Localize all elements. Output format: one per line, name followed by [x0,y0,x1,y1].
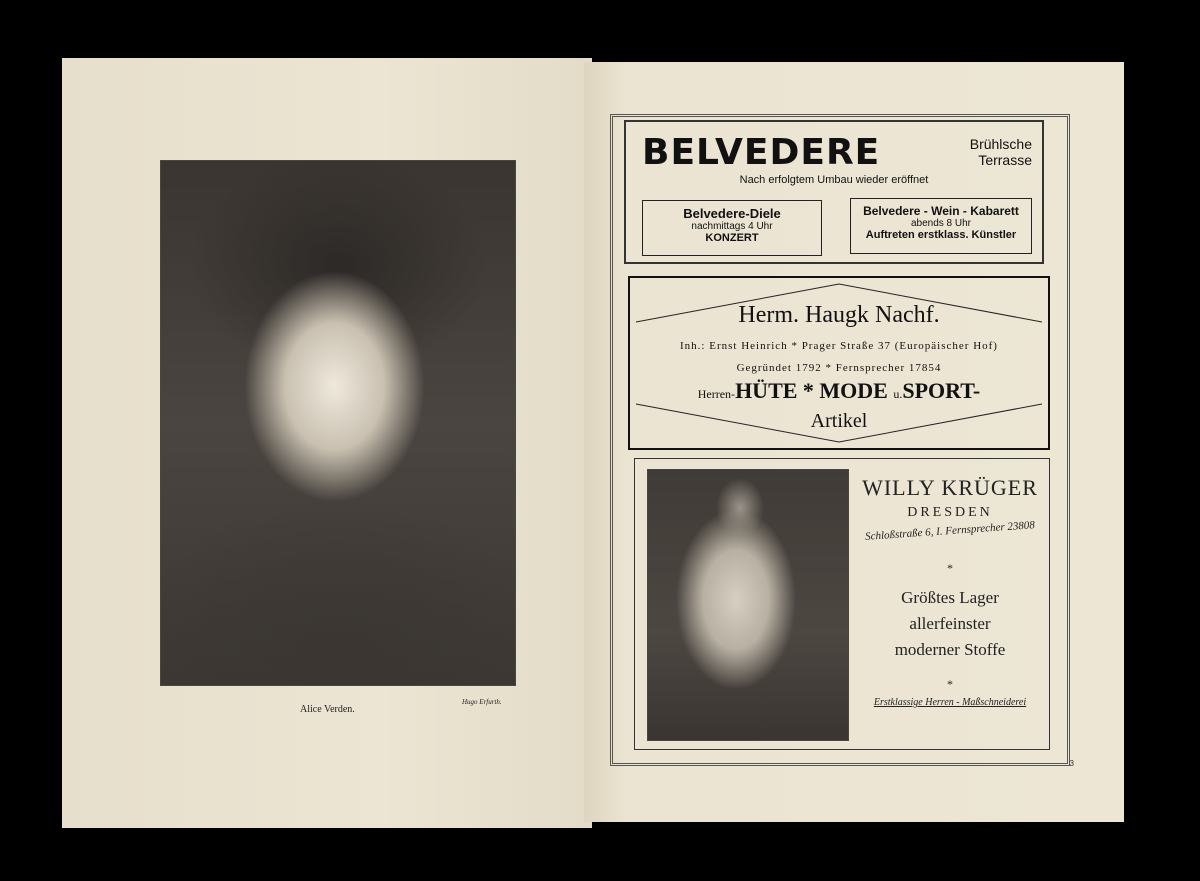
belvedere-diele-box [642,200,822,256]
belvedere-kabarett-box [850,198,1032,254]
photographer-credit: Hugo Erfurth. [462,698,502,706]
belvedere-title: BELVEDERE [642,132,881,173]
haugk-owner-address: Inh.: Ernst Heinrich * Prager Straße 37 (Europäischer Hof) [680,340,998,352]
kabarett-time: abends 8 Uhr [910,218,972,229]
kruger-star-2: * [947,677,953,691]
belvedere-note: Nach erfolgtem Umbau wieder eröffnet [739,174,929,186]
tailor-portrait-photo [647,469,849,741]
haugk-founded-phone: Gegründet 1792 * Fernsprecher 17854 [736,362,942,374]
kruger-slogan [855,585,1045,663]
right-page [584,62,1124,822]
haugk-title: Herm. Haugk Nachf. [738,302,940,328]
haugk-advert [628,276,1050,450]
kruger-slogan-line3: moderner Stoffe [894,640,1006,659]
belvedere-subtitle-line1: Brühlsche [969,136,1032,152]
belvedere-subtitle [970,136,1032,168]
kabarett-title: Belvedere - Wein - Kabarett [863,204,1019,218]
kabarett-artists: Auftreten erstklass. Künstler [865,229,1017,241]
kruger-footer: Erstklassige Herren - Maßschneiderei [873,697,1027,708]
diele-konzert: KONZERT [705,232,759,244]
kruger-slogan-line2: allerfeinster [909,614,991,633]
kruger-slogan-line1: Größtes Lager [901,588,999,607]
haugk-sport: SPORT- [902,378,981,403]
belvedere-advert [624,120,1044,264]
haugk-and: u. [893,387,903,401]
diele-title: Belvedere-Diele [683,206,781,221]
kruger-advert [634,458,1050,750]
portrait-photo [160,160,516,686]
haugk-products [630,378,1048,404]
page-number: 3 [1069,759,1074,768]
kruger-star-1: * [947,561,953,575]
kruger-name: WILLY KRÜGER [862,475,1038,500]
kruger-city: DRESDEN [907,505,993,520]
haugk-artikel: Artikel [810,410,868,432]
haugk-main: HÜTE * MODE [735,378,888,403]
haugk-prefix: Herren- [697,387,736,401]
kruger-address: Schloßstraße 6, I. Fernsprecher 23808 [864,519,1036,543]
belvedere-subtitle-line2: Terrasse [978,152,1032,168]
diele-time: nachmittags 4 Uhr [691,221,773,232]
left-page [62,58,592,828]
portrait-caption: Alice Verden. [300,704,355,715]
